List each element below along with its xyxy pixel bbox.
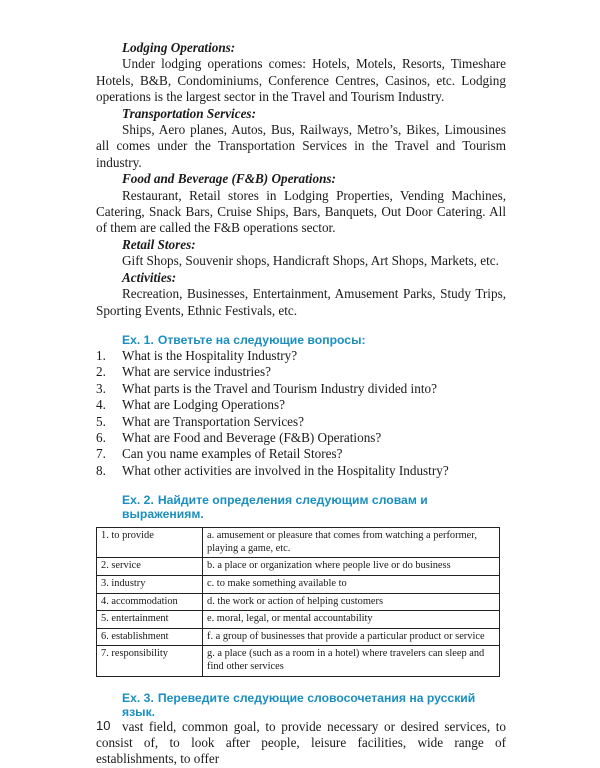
term-cell: 4. accommodation — [97, 593, 203, 611]
question-text: Can you name examples of Retail Stores? — [122, 446, 343, 462]
definition-cell: b. a place or organization where people live or do business — [203, 558, 500, 576]
definition-cell: g. a place (such as a room in a hotel) where travelers can sleep and find other services — [203, 646, 500, 676]
table-row — [97, 558, 500, 576]
question-number: 8. — [96, 462, 106, 478]
ex2-label: Ex. 2. — [122, 493, 154, 508]
ex1-heading — [96, 333, 506, 347]
question-text: What other activities are involved in the Hospitality Industry? — [122, 462, 449, 478]
question-text: What parts is the Travel and Tourism Industry divided into? — [122, 380, 437, 396]
question-text: What are Transportation Services? — [122, 413, 305, 429]
definitions-table — [96, 527, 500, 676]
list-item — [96, 463, 506, 479]
definition-cell: c. to make something available to — [203, 575, 500, 593]
definition-cell: e. moral, legal, or mental accountability — [203, 611, 500, 629]
question-number: 5. — [96, 413, 106, 429]
definition-cell: d. the work or action of helping customers — [203, 593, 500, 611]
question-text: What are service industries? — [122, 364, 272, 380]
table-row — [97, 628, 500, 646]
section-text-lodging: Under lodging operations comes: Hotels, Motels, Resorts, Timeshare Hotels, B&B, Condominiums, Conference Centres, Casinos, etc. Lodging operations is the largest sector in the Travel and Tourism Industry. — [96, 56, 506, 105]
section-heading-activities: Activities: — [122, 269, 177, 285]
section-text-fb: Restaurant, Retail stores in Lodging Properties, Vending Machines, Catering, Snack Bars, Cruise Ships, Bars, Banquets, Out Door Catering. All of them are called the F&B operations sector. — [96, 187, 506, 236]
question-text: What is the Hospitality Industry? — [122, 347, 298, 363]
list-item — [96, 446, 506, 462]
section-text-transport: Ships, Aero planes, Autos, Bus, Railways, Metro’s, Bikes, Limousines all comes under the Transportation Services in the Travel and Tourism industry. — [96, 122, 506, 170]
list-item — [96, 430, 506, 446]
definition-cell: a. amusement or pleasure that comes from watching a performer, playing a game, etc. — [203, 528, 500, 558]
ex1-label: Ex. 1. — [122, 332, 154, 347]
ex3-title: Переведите следующие словосочетания на русский язык. — [122, 690, 476, 719]
ex2-title: Найдите определения следующим словам и выражениям. — [122, 493, 428, 522]
table-row — [97, 611, 500, 629]
term-cell: 1. to provide — [97, 528, 203, 558]
question-text: What are Lodging Operations? — [122, 397, 285, 413]
section-heading-transport: Transportation Services: — [122, 105, 256, 121]
list-item — [96, 381, 506, 397]
ex2-heading — [96, 493, 506, 521]
term-cell: 3. industry — [97, 575, 203, 593]
section-text-retail: Gift Shops, Souvenir shops, Handicraft Shops, Art Shops, Markets, etc. — [122, 253, 499, 269]
term-cell: 5. entertainment — [97, 611, 203, 629]
page-number: 10 — [96, 718, 111, 733]
ex1-title: Ответьте на следующие вопросы: — [157, 332, 366, 347]
table-row — [97, 528, 500, 558]
term-cell: 6. establishment — [97, 628, 203, 646]
question-number: 3. — [96, 380, 106, 396]
list-item — [96, 414, 506, 430]
section-heading-fb: Food and Beverage (F&B) Operations: — [122, 171, 336, 187]
ex3-label: Ex. 3. — [122, 690, 154, 705]
page-content — [96, 40, 506, 768]
list-item — [96, 364, 506, 380]
list-item — [96, 348, 506, 364]
section-heading-retail: Retail Stores: — [122, 236, 196, 252]
question-number: 4. — [96, 397, 106, 413]
definition-cell: f. a group of businesses that provide a particular product or service — [203, 628, 500, 646]
question-number: 2. — [96, 364, 106, 380]
section-heading-lodging: Lodging Operations: — [122, 40, 236, 55]
ex3-text: vast field, common goal, to provide necessary or desired services, to consist of, to look after people, leisure facilities, wide range of establishments, to offer — [96, 718, 506, 767]
table-row — [97, 646, 500, 676]
ex3-heading — [96, 691, 506, 719]
question-text: What are Food and Beverage (F&B) Operations? — [122, 429, 382, 445]
term-cell: 2. service — [97, 558, 203, 576]
term-cell: 7. responsibility — [97, 646, 203, 676]
list-item — [96, 397, 506, 413]
table-row — [97, 575, 500, 593]
question-number: 1. — [96, 347, 106, 363]
question-number: 7. — [96, 446, 106, 462]
question-list — [96, 348, 506, 479]
section-text-activities: Recreation, Businesses, Entertainment, Amusement Parks, Study Trips, Sporting Events, Ethnic Festivals, etc. — [96, 286, 506, 318]
question-number: 6. — [96, 429, 106, 445]
table-row — [97, 593, 500, 611]
